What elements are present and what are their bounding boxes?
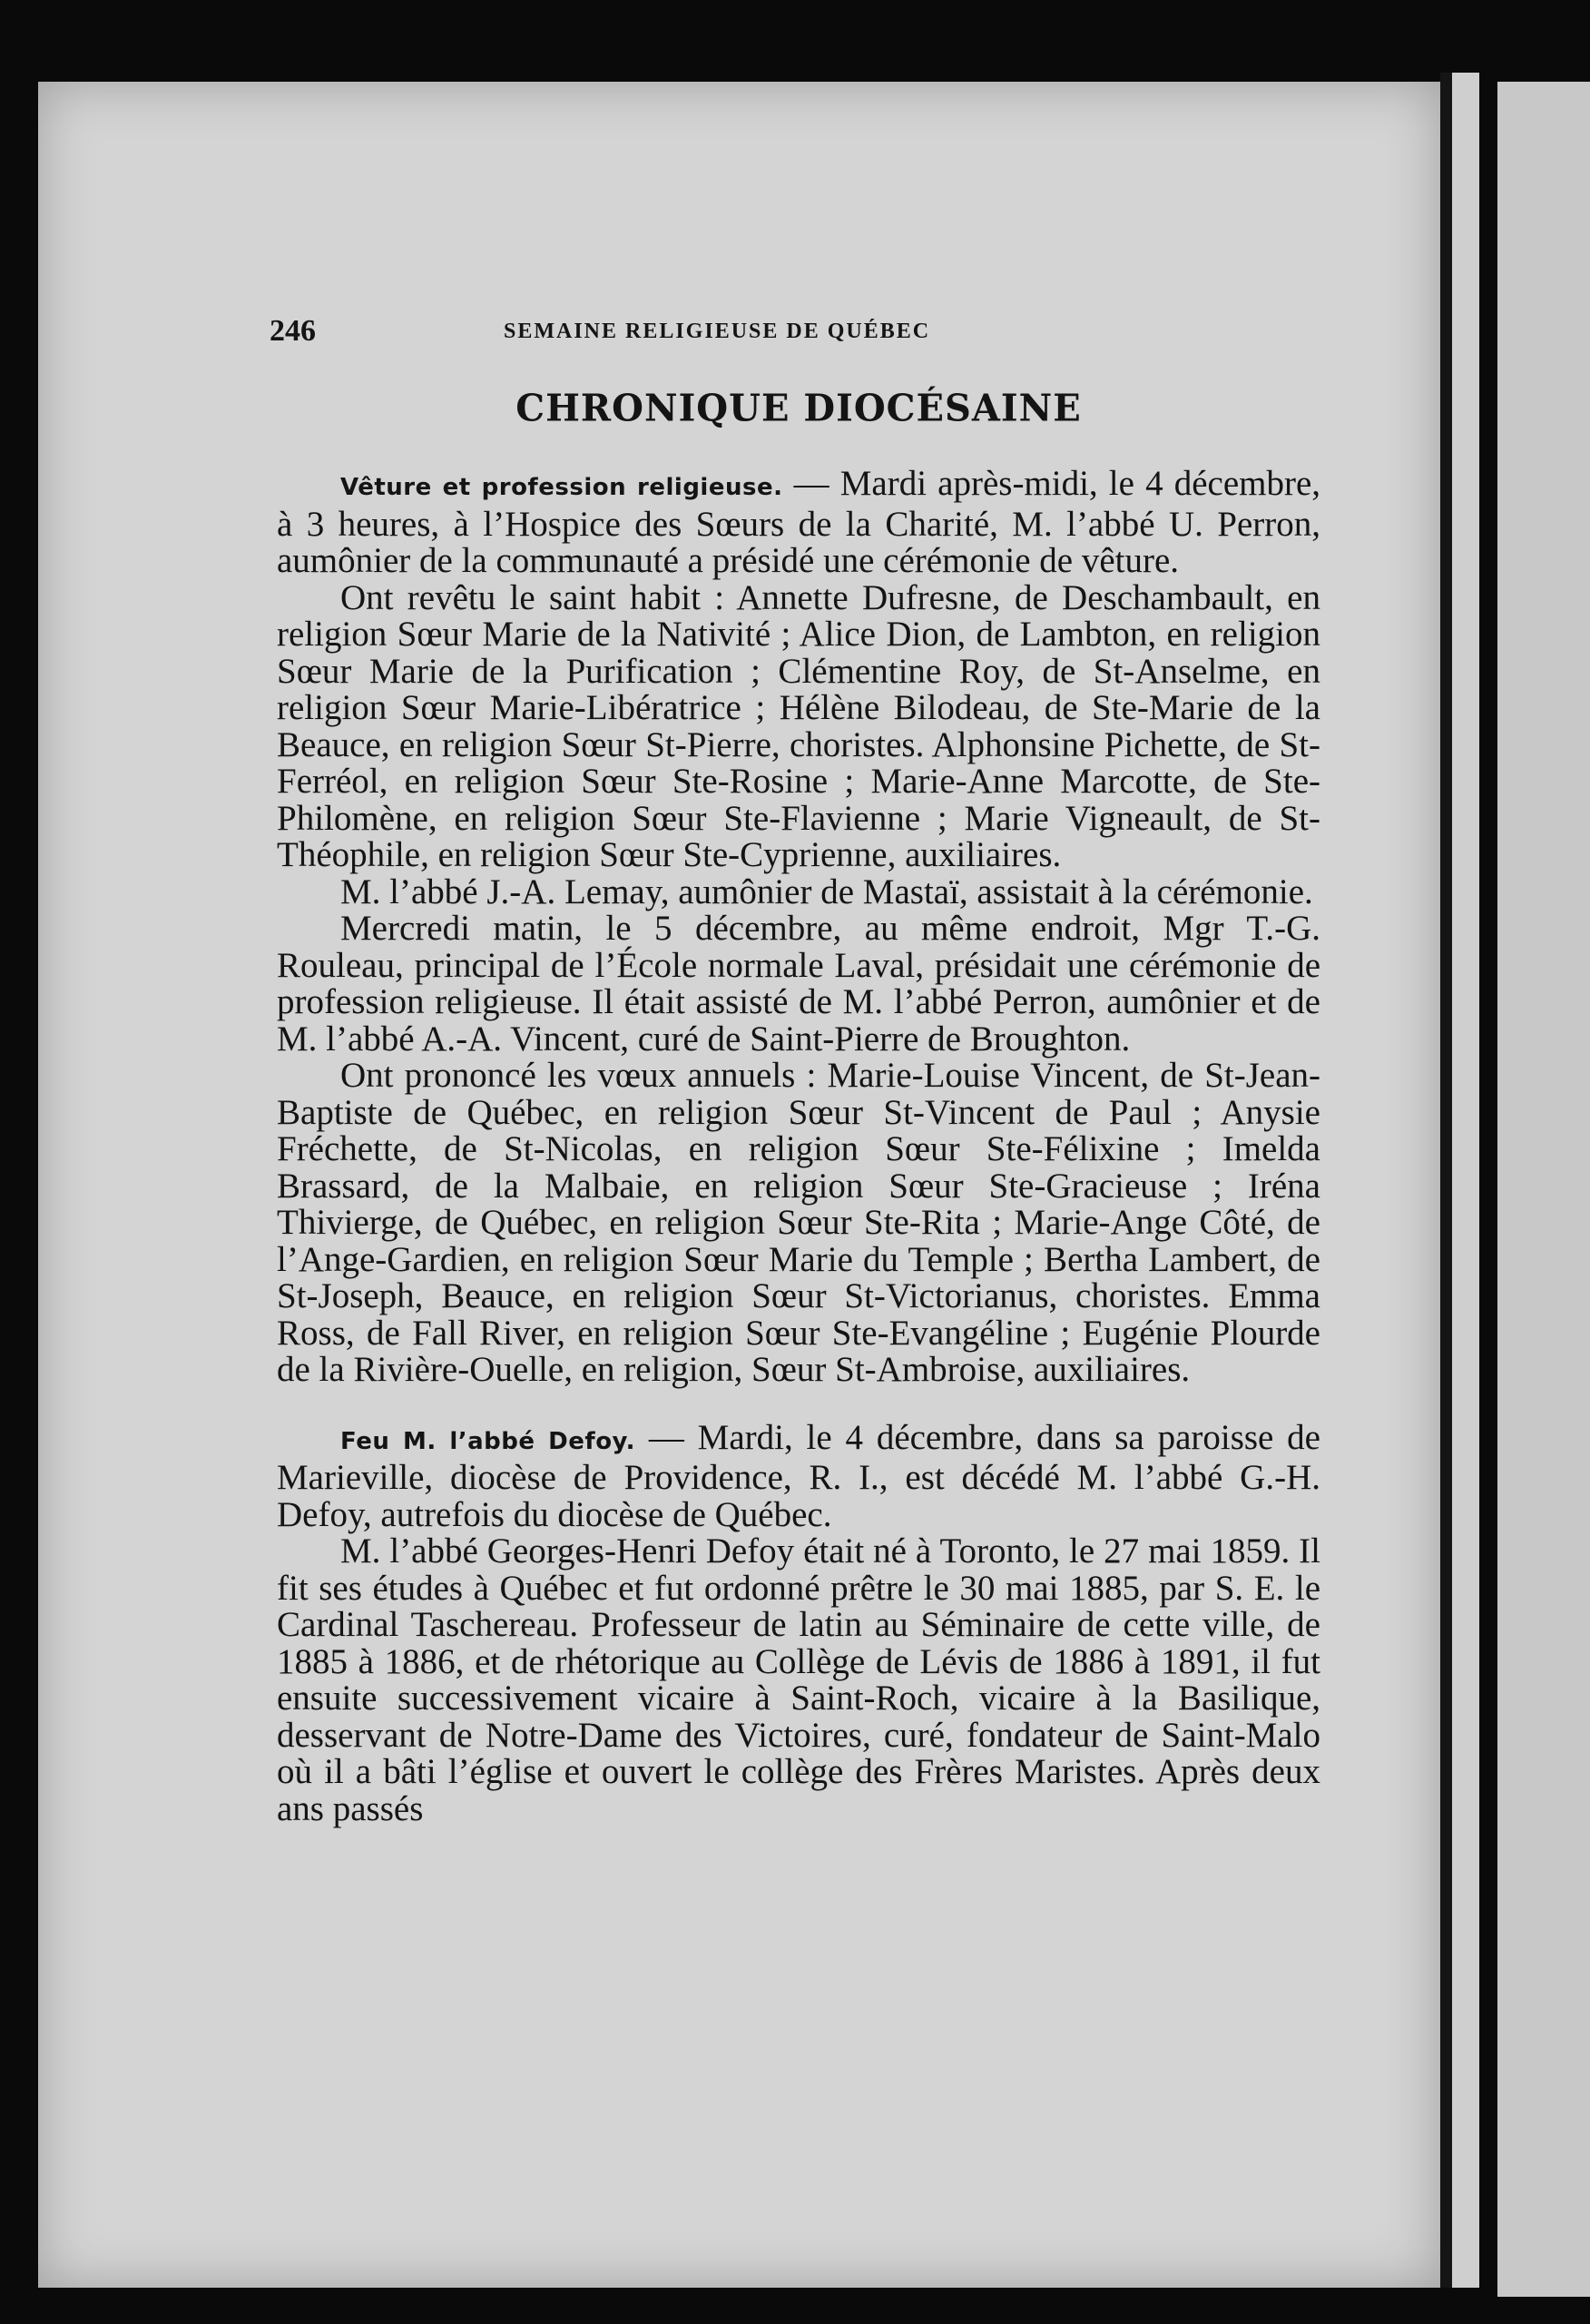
text-column	[270, 307, 1321, 1828]
article-veture-profession	[277, 466, 1320, 1389]
paragraph: Ont prononcé les vœux annuels : Marie-Louise Vincent, de St-Jean-Baptiste de Québec, en religion Sœur St-Vincent de Paul ; Anysie Fréchette, de St-Nicolas, en religion Sœur Ste-Félixine ; Imelda Brassard, de la Malbaie, en religion Sœur Ste-Gracieuse ; Iréna Thivierge, de Québec, en religion Sœur Ste-Rita ; Marie-Ange Côté, de l’Ange-Gardien, en religion Sœur Marie du Temple ; Bertha Lambert, de St-Joseph, Beauce, en religion Sœur St-Victorianus, choristes. Emma Ross, de Fall River, en religion Sœur Ste-Evangéline ; Eugénie Plourde de la Rivière-Ouelle, en religion, Sœur St-Ambroise, auxiliaires.	[277, 1056, 1320, 1389]
paragraph: Mercredi matin, le 5 décembre, au même endroit, Mgr T.-G. Rouleau, principal de l’École normale Laval, présidait une cérémonie de profession religieuse. Il était assisté de M. l’abbé Perron, aumônier et de M. l’abbé A.-A. Vincent, curé de Saint-Pierre de Broughton.	[277, 909, 1320, 1059]
adjacent-page-edge	[1452, 73, 1479, 2288]
article-lead-paragraph	[277, 466, 1320, 580]
page-number: 246	[270, 314, 316, 348]
page-gutter-shadow	[1440, 73, 1452, 2288]
paragraph: M. l’abbé Georges-Henri Defoy était né à Toronto, le 27 mai 1859. Il fit ses études à Québec et fut ordonné prêtre le 30 mai 1885, par S. E. le Cardinal Taschereau. Professeur de latin au Séminaire de cette ville, de 1885 à 1886, et de rhétorique au Collège de Lévis de 1886 à 1891, il fut ensuite successivement vicaire à Saint-Roch, vicaire à la Basilique, desservant de Notre-Dame des Victoires, curé, fondateur de Saint-Malo où il a bâti l’église et ouvert le collège des Frères Maristes. Après deux ans passés	[277, 1531, 1320, 1828]
adjacent-page-edge-far	[1497, 82, 1590, 2297]
article-lead-text: — Mardi, le 4 décembre, dans sa paroisse de Marieville, diocèse de Providence, R. I., est décédé M. l’abbé G.-H. Defoy, autrefois du diocèse de Québec.	[277, 1417, 1320, 1534]
article-lead-text: — Mardi après-midi, le 4 décembre, à 3 heures, à l’Hospice des Sœurs de la Charité, M. l’abbé U. Perron, aumônier de la communauté a présidé une cérémonie de vêture.	[277, 464, 1321, 580]
article-lead-paragraph	[277, 1417, 1320, 1534]
journal-title: SEMAINE RELIGIEUSE DE QUÉBEC	[504, 320, 931, 343]
article-rubric: Feu M. l’abbé Defoy.	[340, 1427, 635, 1455]
section-title: CHRONIQUE DIOCÉSAINE	[515, 386, 1082, 430]
paragraph: Ont revêtu le saint habit : Annette Dufresne, de Deschambault, en religion Sœur Marie de la Nativité ; Alice Dion, de Lambton, en religion Sœur Marie de la Purification ; Clémentine Roy, de St-Anselme, en religion Sœur Marie-Libératrice ; Hélène Bilodeau, de Ste-Marie de la Beauce, en religion Sœur St-Pierre, choristes. Alphonsine Pichette, de St-Ferréol, en religion Sœur Ste-Rosine ; Marie-Anne Marcotte, de Ste-Philomène, en religion Sœur Ste-Flavienne ; Marie Vigneault, de St-Théophile, en religion Sœur Ste-Cyprienne, auxiliaires.	[277, 577, 1320, 874]
article-feu-abbe-defoy	[277, 1417, 1320, 1828]
article-rubric: Vêture et profession religieuse.	[340, 474, 783, 501]
running-head	[270, 307, 1320, 361]
paragraph: M. l’abbé J.-A. Lemay, aumônier de Mastaï, assistait à la cérémonie.	[340, 872, 1313, 911]
